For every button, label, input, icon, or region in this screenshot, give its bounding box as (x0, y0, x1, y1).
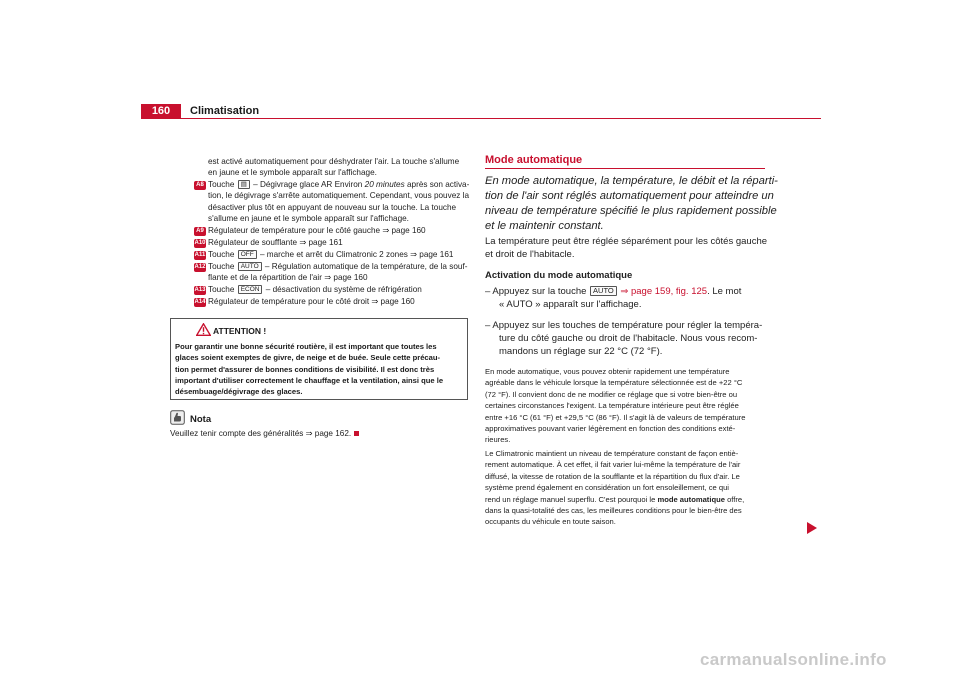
marker-a11: A11 (194, 252, 206, 258)
item-a8: Touche ▤ – Dégivrage glace AR Environ 20 minutes après son activa- tion, le dégivrage s'arrête automatiquement. Cependant, vous pouvez la désactiver plus tôt en appuyant de nouveau sur la touche. La touche s'allume en jaune et le symbole apparaît sur l'affichage. (208, 180, 470, 223)
note-icon (170, 410, 185, 425)
continue-arrow-icon (806, 522, 818, 534)
header-rule (141, 118, 821, 119)
page-link[interactable]: ⇒ page 159, fig. 125 (620, 286, 708, 297)
item-a14: Régulateur de température pour le côté droit ⇒ page 160 (208, 297, 415, 306)
marker-a13: A13 (194, 287, 206, 293)
bullet-1: – Appuyez sur la touche AUTO ⇒ page 159, fig. 125. Le mot « AUTO » apparaît sur l'affichage. (485, 286, 742, 311)
off-key: OFF (238, 250, 257, 259)
item-a13: Touche ECON – désactivation du système de réfrigération (208, 285, 422, 294)
paragraph-2: En mode automatique, vous pouvez obtenir rapidement une température agréable dans le véhicule lorsque la température sélectionnée est de +22 °C (72 °F). Il convient donc de ne modifier ce réglage que si votre bien-être ou certaines circonstances l'exigent. La température intérieure peut être réglée entre +16 °C (61 °F) et +29,5 °C (86 °F). Il s'agit là de valeurs de température approximatives pouvant varier légèrement en fonction des conditions exté- rieures. (485, 367, 746, 445)
warning-title: ATTENTION ! (213, 326, 267, 336)
marker-a9: A9 (194, 227, 206, 236)
marker-a8: A8 (194, 181, 206, 190)
note-title: Nota (190, 414, 212, 425)
paragraph-3: Le Climatronic maintient un niveau de température constant de façon entiè- rement automatique. À cet effet, il fait varier lui-même la température de l'air diffusé, la vitesse de rotation de la soufflante et la répartition du flux d'air. Le système prend également en considération un fort ensoleillement, ce qui rend un réglage manuel superflu. C'est pourquoi le mode automatique offre, dans la quasi-totalité des cas, les meilleures conditions pour le bien-être des occupants du véhicule en toute saison. (485, 449, 745, 527)
note-text: Veuillez tenir compte des généralités ⇒ page 162. (170, 428, 359, 439)
end-mark-icon (354, 431, 359, 436)
section-title: Mode automatique (485, 154, 583, 166)
activation-title: Activation du mode automatique (485, 270, 633, 281)
footer-watermark: carmanualsonline.info (700, 650, 887, 669)
section-intro: En mode automatique, la température, le débit et la réparti- tion de l'air sont réglés automatiquement pour atteindre un niveau de température spécifié le plus rapidement possible et le maintenir constant. (485, 175, 778, 232)
section-rule (485, 168, 765, 169)
marker-a10: A10 (194, 240, 206, 246)
paragraph-1: La température peut être réglée séparément pour les côtés gauche et droit de l'habitacle. (485, 236, 768, 261)
auto-key: AUTO (590, 286, 617, 296)
item-a12: Touche AUTO – Régulation automatique de la température, de la souf- flante et de la répartition de l'air ⇒ page 160 (208, 262, 468, 283)
item-a9: Régulateur de température pour le côté gauche ⇒ page 160 (208, 226, 426, 235)
marker-a14: A14 (194, 299, 206, 305)
econ-key: ECON (238, 285, 263, 294)
bullet-2: – Appuyez sur les touches de température pour régler la tempéra- ture du côté gauche ou droit de l'habitacle. Nous vous recom- mandons un réglage sur 22 °C (72 °F). (485, 320, 763, 358)
warning-text: Pour garantir une bonne sécurité routière, il est important que toutes les glaces soient exemptes de givre, de neige et de buée. Seule cette précau- tion permet d'assurer de bonnes conditions de visibilité. Il est donc très important d'utiliser correctement le chauffage et la ventilation, ainsi que le désembuage/dégivrage des glaces. (175, 342, 444, 397)
marker-a12: A12 (194, 264, 206, 270)
warning-triangle-icon (196, 323, 211, 336)
left-intro: est activé automatiquement pour déshydrater l'air. La touche s'allume en jaune et le symbole apparaît sur l'affichage. (208, 157, 460, 178)
rear-defrost-key-icon: ▤ (238, 180, 250, 189)
chapter-title: Climatisation (190, 105, 260, 117)
item-a10: Régulateur de soufflante ⇒ page 161 (208, 238, 343, 247)
item-a11: Touche OFF – marche et arrêt du Climatronic 2 zones ⇒ page 161 (208, 250, 454, 259)
page-number: 160 (141, 104, 181, 119)
auto-key: AUTO (238, 262, 262, 271)
